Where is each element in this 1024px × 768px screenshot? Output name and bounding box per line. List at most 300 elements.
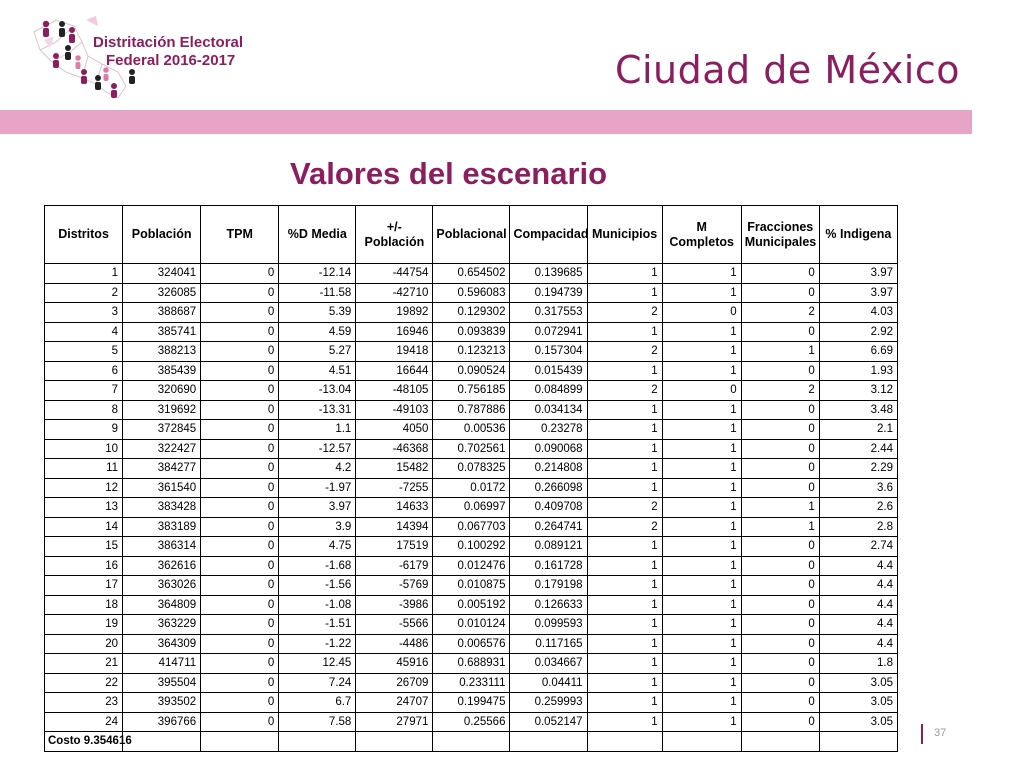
table-cell: 3.97	[819, 283, 897, 303]
table-cell: 6.69	[819, 342, 897, 362]
brand-years: 2016-2017	[163, 52, 236, 69]
table-cell: 0	[741, 322, 819, 342]
table-cell: 385439	[123, 361, 201, 381]
table-cell: 3.12	[819, 381, 897, 401]
table-cell: 0.005192	[433, 595, 510, 615]
table-cell: 4.51	[279, 361, 356, 381]
table-cell: 363229	[123, 615, 201, 635]
column-header: Municipios	[587, 206, 662, 264]
table-cell: 0	[741, 420, 819, 440]
table-cell: 2.92	[819, 322, 897, 342]
table-cell: 23	[45, 693, 123, 713]
table-cell: 0	[201, 537, 279, 557]
table-cell: 2	[587, 303, 662, 323]
table-cell: -5566	[356, 615, 433, 635]
table-cell: 21	[45, 654, 123, 674]
table-cell: 319692	[123, 400, 201, 420]
table-cell: 6.7	[279, 693, 356, 713]
table-cell: 15482	[356, 459, 433, 479]
table-cell: 1	[587, 264, 662, 284]
table-cell: 24707	[356, 693, 433, 713]
table-row	[45, 303, 898, 323]
table-cell: 0	[741, 537, 819, 557]
table-cell: 0	[741, 595, 819, 615]
table-cell: 0	[201, 283, 279, 303]
table-cell: 0.25566	[433, 712, 510, 732]
table-cell: 0.317553	[510, 303, 587, 323]
column-header: Población	[123, 206, 201, 264]
table-header-row	[45, 206, 898, 264]
footer-divider	[921, 724, 923, 744]
table-cell: -12.57	[279, 439, 356, 459]
table-cell: -13.04	[279, 381, 356, 401]
table-cell: 0.264741	[510, 517, 587, 537]
table-row	[45, 693, 898, 713]
brand-line-1: Distritación Electoral	[93, 34, 244, 51]
table-cell: 0.067703	[433, 517, 510, 537]
table-cell: 0.214808	[510, 459, 587, 479]
table-cell: 0.233111	[433, 673, 510, 693]
table-cell: 1	[662, 576, 741, 596]
table-cell: 0.078325	[433, 459, 510, 479]
table-cell: 0.010875	[433, 576, 510, 596]
table-cell: 362616	[123, 556, 201, 576]
table-cell: 1	[587, 693, 662, 713]
table-cell: 0	[741, 478, 819, 498]
table-cell: 0.04411	[510, 673, 587, 693]
table-cell: 5.27	[279, 342, 356, 362]
table-cell: 0.006576	[433, 634, 510, 654]
table-cell: 1	[587, 654, 662, 674]
table-cell: 361540	[123, 478, 201, 498]
table-cell: 0	[741, 264, 819, 284]
table-cell: 388213	[123, 342, 201, 362]
table-cell: 2.8	[819, 517, 897, 537]
column-header: TPM	[201, 206, 279, 264]
table-cell: 1	[662, 264, 741, 284]
table-cell: -1.08	[279, 595, 356, 615]
table-cell: 0.072941	[510, 322, 587, 342]
table-cell: 15	[45, 537, 123, 557]
table-cell: 4.03	[819, 303, 897, 323]
table-cell: 1.93	[819, 361, 897, 381]
page-title: Ciudad de México	[614, 48, 960, 92]
table-cell: -4486	[356, 634, 433, 654]
table-cell: -7255	[356, 478, 433, 498]
table-cell: 4.2	[279, 459, 356, 479]
table-cell: 3	[45, 303, 123, 323]
table-cell: 4.75	[279, 537, 356, 557]
table-cell: 1	[662, 595, 741, 615]
brand-line-2: Federal	[106, 52, 160, 69]
table-cell: 0.23278	[510, 420, 587, 440]
section-subtitle: Valores del escenario	[290, 156, 608, 191]
table-cell: 0.00536	[433, 420, 510, 440]
table-cell: 1	[662, 361, 741, 381]
scenario-values-table	[44, 205, 898, 752]
table-cell: 0.129302	[433, 303, 510, 323]
table-cell: 1	[587, 537, 662, 557]
table-cell: 1	[741, 517, 819, 537]
table-cell: 0	[741, 556, 819, 576]
table-cell: 1	[662, 556, 741, 576]
table-cell: 0	[201, 303, 279, 323]
cost-row	[45, 732, 898, 752]
table-cell: 6	[45, 361, 123, 381]
column-header: Poblacional	[433, 206, 510, 264]
table-cell: 0	[741, 283, 819, 303]
table-cell: -42710	[356, 283, 433, 303]
table-cell: 0	[201, 322, 279, 342]
table-cell: 364809	[123, 595, 201, 615]
table-cell: 1	[587, 615, 662, 635]
table-cell: 14633	[356, 498, 433, 518]
table-cell: 3.48	[819, 400, 897, 420]
table-cell: 3.05	[819, 673, 897, 693]
table-row	[45, 712, 898, 732]
table-cell: 1	[662, 673, 741, 693]
table-cell: 0	[662, 303, 741, 323]
table-cell: 0.266098	[510, 478, 587, 498]
table-cell: 27971	[356, 712, 433, 732]
table-row	[45, 381, 898, 401]
table-cell: 0.123213	[433, 342, 510, 362]
table-cell: 4.4	[819, 615, 897, 635]
table-cell: 2	[587, 342, 662, 362]
table-cell: 18	[45, 595, 123, 615]
table-cell: -1.97	[279, 478, 356, 498]
table-cell: 11	[45, 459, 123, 479]
table-cell: 0.012476	[433, 556, 510, 576]
table-cell: 1	[662, 342, 741, 362]
column-header: Compacidad	[510, 206, 587, 264]
table-cell: 24	[45, 712, 123, 732]
table-cell: 0.179198	[510, 576, 587, 596]
table-cell: 1	[587, 673, 662, 693]
column-header: %D Media	[279, 206, 356, 264]
table-cell: 16644	[356, 361, 433, 381]
table-cell: 22	[45, 673, 123, 693]
table-cell: 0.654502	[433, 264, 510, 284]
table-cell: 386314	[123, 537, 201, 557]
table-cell: 2.1	[819, 420, 897, 440]
table-cell: 1	[662, 459, 741, 479]
table-cell: 8	[45, 400, 123, 420]
table-cell: 0	[741, 712, 819, 732]
column-header: +/- Población	[356, 206, 433, 264]
table-cell: 0	[201, 654, 279, 674]
table-cell: 5.39	[279, 303, 356, 323]
table-row	[45, 459, 898, 479]
table-cell: 0	[741, 439, 819, 459]
table-cell: 0	[201, 264, 279, 284]
table-cell: 1	[587, 712, 662, 732]
brand-name	[93, 34, 243, 70]
table-cell: 16946	[356, 322, 433, 342]
table-cell: 0	[741, 654, 819, 674]
table-cell: 0	[201, 361, 279, 381]
table-cell: 0.0172	[433, 478, 510, 498]
table-cell: 17519	[356, 537, 433, 557]
table-row	[45, 517, 898, 537]
table-cell: 4	[45, 322, 123, 342]
table-cell: 0.194739	[510, 283, 587, 303]
table-cell: 0	[201, 576, 279, 596]
table-cell: 3.9	[279, 517, 356, 537]
table-cell: 3.97	[279, 498, 356, 518]
table-cell: 2.29	[819, 459, 897, 479]
table-cell: 388687	[123, 303, 201, 323]
table-cell: 7.24	[279, 673, 356, 693]
table-cell: 1	[662, 537, 741, 557]
table-cell: 0	[201, 459, 279, 479]
table-cell: 0	[201, 712, 279, 732]
column-header: % Indigena	[819, 206, 897, 264]
table-row	[45, 439, 898, 459]
page-number: 37	[934, 727, 947, 739]
table-cell: 17	[45, 576, 123, 596]
table-cell: 0.06997	[433, 498, 510, 518]
column-header: Fracciones Municipales	[741, 206, 819, 264]
table-cell: 0.199475	[433, 693, 510, 713]
table-cell: 0.161728	[510, 556, 587, 576]
table-cell: 2	[45, 283, 123, 303]
table-cell: 0	[201, 420, 279, 440]
table-cell: 0.702561	[433, 439, 510, 459]
table-cell: 395504	[123, 673, 201, 693]
table-cell: 4.4	[819, 634, 897, 654]
table-cell: 396766	[123, 712, 201, 732]
table-row	[45, 361, 898, 381]
table-cell: -44754	[356, 264, 433, 284]
table-cell: 0	[201, 381, 279, 401]
table-row	[45, 322, 898, 342]
table-cell: 2.44	[819, 439, 897, 459]
table-row	[45, 420, 898, 440]
table-cell: 0	[201, 556, 279, 576]
table-cell: 1	[741, 498, 819, 518]
table-cell: 0.084899	[510, 381, 587, 401]
table-cell: -1.51	[279, 615, 356, 635]
table-cell: 1.8	[819, 654, 897, 674]
table-cell: 0.787886	[433, 400, 510, 420]
column-header: M Completos	[662, 206, 741, 264]
table-cell: 1	[587, 634, 662, 654]
table-cell: 0.157304	[510, 342, 587, 362]
table-cell: 5	[45, 342, 123, 362]
table-cell: -11.58	[279, 283, 356, 303]
table-cell: 1	[662, 478, 741, 498]
table-cell: 3.97	[819, 264, 897, 284]
table-cell: 0	[201, 498, 279, 518]
table-cell: -1.68	[279, 556, 356, 576]
table-cell: 3.05	[819, 712, 897, 732]
table-cell: 0.688931	[433, 654, 510, 674]
table-cell: 0.090068	[510, 439, 587, 459]
table-cell: -48105	[356, 381, 433, 401]
table-cell: 0.015439	[510, 361, 587, 381]
table-cell: 0	[741, 576, 819, 596]
table-cell: 1	[587, 439, 662, 459]
table-cell: 0	[201, 342, 279, 362]
table-cell: 1	[587, 595, 662, 615]
table-cell: 385741	[123, 322, 201, 342]
table-cell: -3986	[356, 595, 433, 615]
table-cell: 2.74	[819, 537, 897, 557]
table-cell: 0	[201, 517, 279, 537]
table-cell: -6179	[356, 556, 433, 576]
table-cell: 320690	[123, 381, 201, 401]
table-row	[45, 654, 898, 674]
table-cell: 0	[741, 400, 819, 420]
table-cell: 1	[662, 498, 741, 518]
table-cell: -46368	[356, 439, 433, 459]
table-cell: 0	[741, 693, 819, 713]
table-cell: 0.259993	[510, 693, 587, 713]
table-cell: 19	[45, 615, 123, 635]
table-cell: 324041	[123, 264, 201, 284]
table-cell: 0	[741, 673, 819, 693]
table-cell: 0	[201, 634, 279, 654]
table-cell: 383428	[123, 498, 201, 518]
table-cell: 12.45	[279, 654, 356, 674]
table-row	[45, 576, 898, 596]
table-cell: 414711	[123, 654, 201, 674]
table-cell: 3.05	[819, 693, 897, 713]
table-cell: 1	[662, 322, 741, 342]
table-cell: 0	[741, 361, 819, 381]
table-cell: 384277	[123, 459, 201, 479]
table-cell: -1.56	[279, 576, 356, 596]
column-header: Distritos	[45, 206, 123, 264]
table-cell: 0.139685	[510, 264, 587, 284]
table-cell: 2.6	[819, 498, 897, 518]
table-cell: 1	[662, 420, 741, 440]
table-cell: 2	[587, 498, 662, 518]
table-cell: 1	[587, 576, 662, 596]
header-band	[0, 110, 972, 134]
table-cell: 1	[45, 264, 123, 284]
table-row	[45, 556, 898, 576]
table-cell: 372845	[123, 420, 201, 440]
table-row	[45, 673, 898, 693]
table-cell: 1.1	[279, 420, 356, 440]
table-cell: 14	[45, 517, 123, 537]
table-cell: 3.6	[819, 478, 897, 498]
table-row	[45, 478, 898, 498]
table-cell: 1	[587, 459, 662, 479]
table-cell: 20	[45, 634, 123, 654]
table-row	[45, 342, 898, 362]
table-cell: 0.089121	[510, 537, 587, 557]
table-cell: 0	[201, 693, 279, 713]
table-cell: 0.756185	[433, 381, 510, 401]
table-cell: -12.14	[279, 264, 356, 284]
table-cell: 7.58	[279, 712, 356, 732]
table-cell: 0	[741, 615, 819, 635]
table-cell: 0	[201, 673, 279, 693]
table-cell: 26709	[356, 673, 433, 693]
table-cell: 4050	[356, 420, 433, 440]
table-cell: 2	[587, 517, 662, 537]
table-cell: 2	[741, 303, 819, 323]
table-cell: 16	[45, 556, 123, 576]
table-cell: 0.409708	[510, 498, 587, 518]
table-cell: 1	[662, 517, 741, 537]
table-row	[45, 498, 898, 518]
table-cell: 0.099593	[510, 615, 587, 635]
table-cell: 0	[201, 400, 279, 420]
table-cell: -1.22	[279, 634, 356, 654]
table-cell: 45916	[356, 654, 433, 674]
table-cell: 0.126633	[510, 595, 587, 615]
table-cell: 0.100292	[433, 537, 510, 557]
table-cell: 0	[201, 615, 279, 635]
table-cell: 0.090524	[433, 361, 510, 381]
table-cell: 1	[741, 342, 819, 362]
table-cell: 0.052147	[510, 712, 587, 732]
table-cell: 0.117165	[510, 634, 587, 654]
table-cell: 363026	[123, 576, 201, 596]
table-cell: 4.59	[279, 322, 356, 342]
table-cell: 4.4	[819, 576, 897, 596]
table-cell: 1	[587, 556, 662, 576]
table-cell: -49103	[356, 400, 433, 420]
table-cell: 0	[662, 381, 741, 401]
table-cell: 2	[741, 381, 819, 401]
table-cell: 393502	[123, 693, 201, 713]
table-cell: 13	[45, 498, 123, 518]
table-cell: -13.31	[279, 400, 356, 420]
table-cell: 1	[662, 693, 741, 713]
table-cell: 1	[662, 712, 741, 732]
table-cell: 0	[201, 595, 279, 615]
cost-label: Costo 9.354616	[45, 732, 123, 752]
table-cell: 19892	[356, 303, 433, 323]
table-cell: 7	[45, 381, 123, 401]
brand-logo	[26, 12, 276, 104]
table-cell: 326085	[123, 283, 201, 303]
table-cell: 1	[587, 361, 662, 381]
table-cell: 1	[662, 654, 741, 674]
table-cell: 2	[587, 381, 662, 401]
table-cell: 1	[587, 283, 662, 303]
table-cell: -5769	[356, 576, 433, 596]
table-row	[45, 283, 898, 303]
table-cell: 1	[662, 400, 741, 420]
table-cell: 0.034667	[510, 654, 587, 674]
table-cell: 322427	[123, 439, 201, 459]
table-cell: 0	[741, 634, 819, 654]
table-cell: 1	[662, 283, 741, 303]
table-cell: 1	[587, 400, 662, 420]
table-row	[45, 595, 898, 615]
table-cell: 10	[45, 439, 123, 459]
table-cell: 4.4	[819, 595, 897, 615]
table-cell: 364309	[123, 634, 201, 654]
table-cell: 1	[662, 439, 741, 459]
table-cell: 0.010124	[433, 615, 510, 635]
scenario-table-container	[44, 205, 898, 752]
table-cell: 1	[662, 615, 741, 635]
table-cell: 9	[45, 420, 123, 440]
table-cell: 0	[741, 459, 819, 479]
table-row	[45, 264, 898, 284]
table-cell: 383189	[123, 517, 201, 537]
table-cell: 0.093839	[433, 322, 510, 342]
table-cell: 12	[45, 478, 123, 498]
table-cell: 1	[587, 420, 662, 440]
